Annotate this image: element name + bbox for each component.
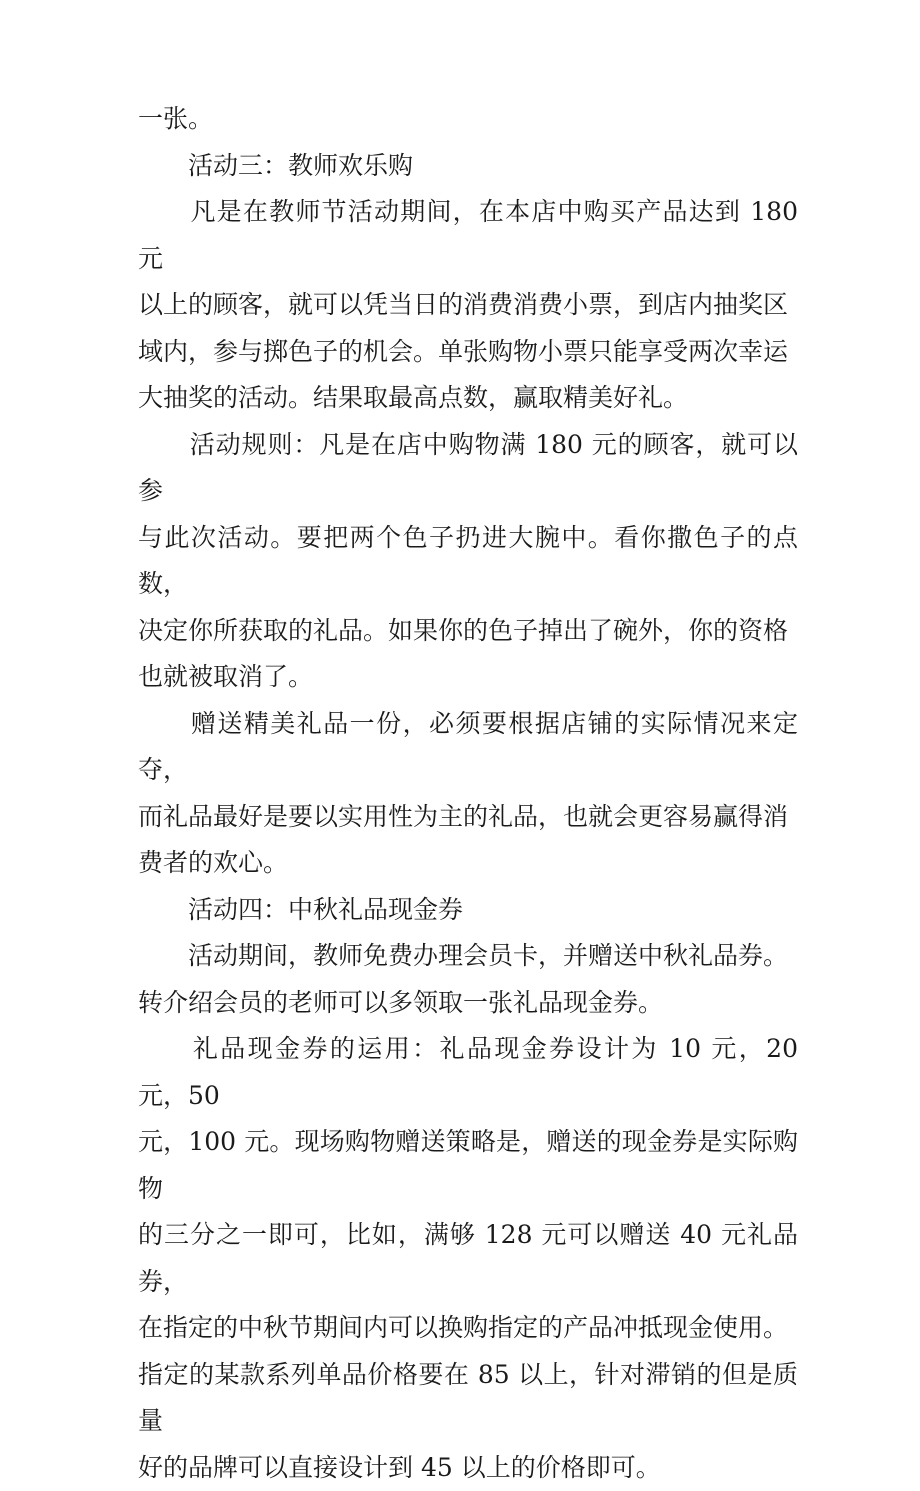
paragraph-activity-rules: 活动规则：凡是在店中购物满 180 元的顾客，就可以参 与此次活动。要把两个色子扔进大腕中。看你撒色子的点数， 决定你所获取的礼品。如果你的色子掉出了碗外，你的资格 也就被取消了。	[138, 429, 798, 691]
paragraph-gift-note: 赠送精美礼品一份，必须要根据店铺的实际情况来定夺， 而礼品最好是要以实用性为主的礼品，也就会更容易赢得消 费者的欢心。	[138, 708, 798, 877]
paragraph-membership: 活动期间，教师免费办理会员卡，并赠送中秋礼品券。 转介绍会员的老师可以多领取一张礼品现金券。	[138, 941, 789, 1017]
paragraph-continuation: 一张。	[138, 104, 214, 133]
paragraph-activity-three-description: 凡是在教师节活动期间，在本店中购买产品达到 180 元 以上的顾客，就可以凭当日的消费消费小票，到店内抽奖区 域内，参与掷色子的机会。单张购物小票只能享受两次幸运 大抽奖的活动。结果取最高点数，赢取精美好礼。	[138, 197, 798, 412]
heading-activity-four: 活动四：中秋礼品现金券	[138, 894, 464, 924]
heading-activity-three: 活动三：教师欢乐购	[138, 150, 414, 180]
document-body	[138, 96, 798, 1491]
paragraph-voucher-usage: 礼品现金券的运用：礼品现金券设计为 10 元，20 元，50 元，100 元。现场购物赠送策略是，赠送的现金券是实际购物 的三分之一即可，比如，满够 128 元可以赠送 40 元礼品券， 在指定的中秋节期间内可以换购指定的产品冲抵现金使用。 指定的某款系列单品价格要在 85 以上，针对滞销的但是质量 好的品牌可以直接设计到 45 以上的价格即可。	[138, 1034, 798, 1482]
